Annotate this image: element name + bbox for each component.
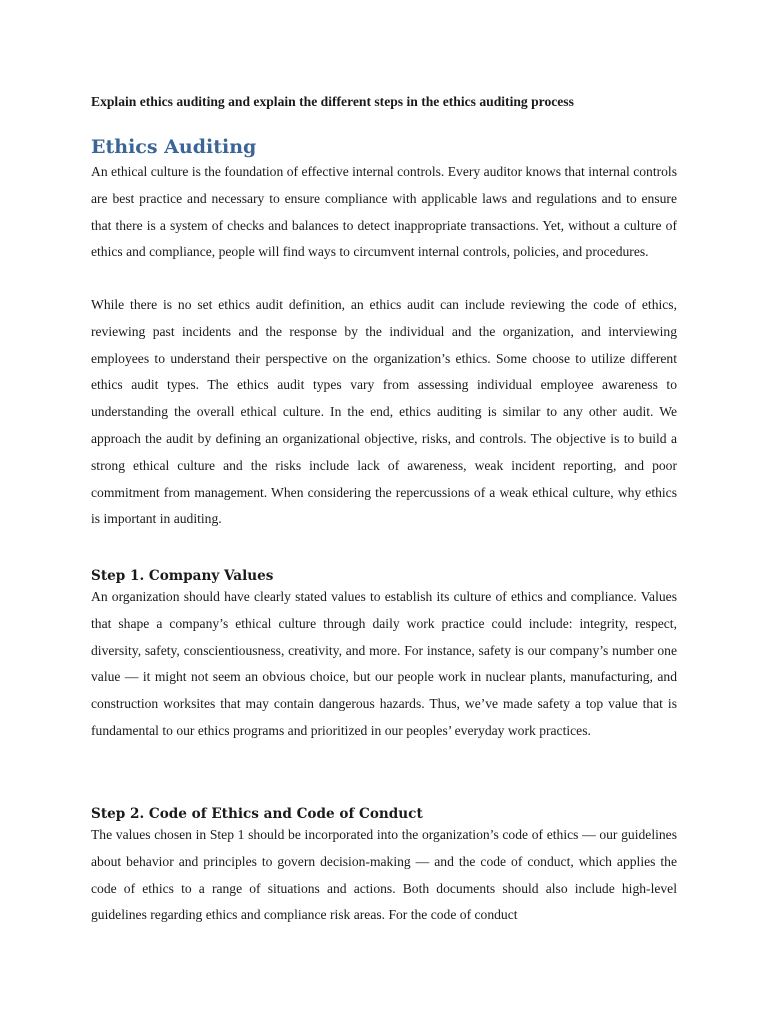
- paragraph-ethics-audit-definition: While there is no set ethics audit definition, an ethics audit can include reviewing the code of ethics, reviewing past incidents and the response by the individual and the organization, and interviewing employees to understand their perspective on the organization’s ethics. Some choose to utilize different ethics audit types. The ethics audit types vary from assessing individual employee awareness to understanding the overall ethical culture. In the end, ethics auditing is similar to any other audit. We approach the audit by defining an organizational objective, risks, and controls. The objective is to build a strong ethical culture and the risks include lack of awareness, weak incident reporting, and poor commitment from management. When considering the repercussions of a weak ethical culture, why ethics is important in auditing.: [91, 297, 677, 527]
- step2-heading: Step 2. Code of Ethics and Code of Conduct: [91, 806, 423, 822]
- step1-paragraph: An organization should have clearly stated values to establish its culture of ethics and compliance. Values that shape a company’s ethical culture through daily work practice could include: integrity, respect, diversity, safety, conscientiousness, creativity, and more. For instance, safety is our company’s number one value — it might not seem an obvious choice, but our people work in nuclear plants, manufacturing, and construction worksites that may contain dangerous hazards. Thus, we’ve made safety a top value that is fundamental to our ethics programs and prioritized in our peoples’ everyday work practices.: [91, 589, 677, 738]
- paragraph-ethical-culture: An ethical culture is the foundation of effective internal controls. Every auditor knows that internal controls are best practice and necessary to ensure compliance with applicable laws and regulations and to ensure that there is a system of checks and balances to detect inappropriate transactions. Yet, without a culture of ethics and compliance, people will find ways to circumvent internal controls, policies, and procedures.: [91, 164, 677, 260]
- step2-paragraph: The values chosen in Step 1 should be incorporated into the organization’s code of ethics — our guidelines about behavior and principles to govern decision-making — and the code of conduct, which applies the code of ethics to a range of situations and actions. Both documents should also include high-level guidelines regarding ethics and compliance risk areas. For the code of conduct: [91, 827, 677, 923]
- question-title: Explain ethics auditing and explain the different steps in the ethics auditing process: [91, 94, 574, 109]
- section-heading-ethics-auditing: Ethics Auditing: [91, 136, 257, 158]
- step1-heading: Step 1. Company Values: [91, 568, 274, 584]
